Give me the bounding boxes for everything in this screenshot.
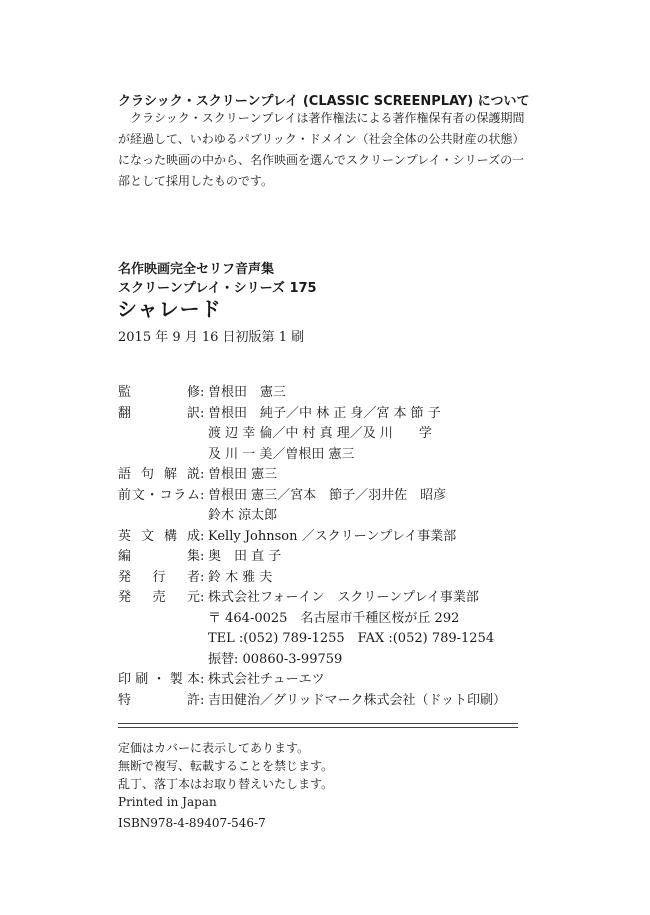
credit-row-continued bbox=[118, 609, 538, 630]
credit-row: 編 集 : 奥 田 直 子 bbox=[118, 547, 538, 568]
book-title: シャレード bbox=[117, 297, 222, 321]
credit-row-continued bbox=[118, 424, 538, 445]
credit-row: 発 行 者 : 鈴 木 雅 夫 bbox=[118, 568, 538, 589]
credit-value: 株式会社フォーイン スクリーンプレイ事業部 bbox=[208, 590, 479, 605]
credit-value: 曽根田 憲三 bbox=[208, 467, 278, 482]
credit-value: 曽根田 憲三 bbox=[208, 385, 287, 400]
credit-value: Kelly Johnson ／スクリーンプレイ事業部 bbox=[208, 528, 457, 544]
credit-value: 鈴木 涼太郎 bbox=[208, 508, 278, 523]
credit-row: 監 修 : 曽根田 憲三 bbox=[118, 383, 538, 404]
credit-label: 翻 訳 bbox=[118, 405, 200, 421]
credit-row-continued bbox=[118, 629, 538, 650]
series-name: スクリーンプレイ・シリーズ 175 bbox=[118, 281, 317, 296]
credit-value: 株式会社チューエツ bbox=[208, 672, 325, 687]
price-note: 定価はカバーに表示してあります。 bbox=[118, 741, 310, 755]
credit-row-continued bbox=[118, 506, 538, 527]
divider-rule bbox=[118, 727, 518, 728]
credit-row: 印刷・製本 : 株式会社チューエツ bbox=[118, 670, 538, 691]
postal-address: 〒 464-0025 名古屋市千種区桜が丘 292 bbox=[208, 610, 460, 626]
publication-date: 2015 年 9 月 16 日初版第 1 刷 bbox=[118, 330, 305, 345]
about-heading: クラシック・スクリーンプレイ (CLASSIC SCREENPLAY) について bbox=[118, 94, 530, 109]
credit-row: 前文・コラム : 曽根田 憲三／宮本 節子／羽井佐 昭彦 bbox=[118, 486, 538, 507]
phone-fax: TEL :(052) 789-1255 FAX :(052) 789-1254 bbox=[208, 631, 495, 646]
series-subtitle: 名作映画完全セリフ音声集 bbox=[118, 262, 275, 277]
credit-value: 吉田健治／グリッドマーク株式会社（ドット印刷） bbox=[208, 692, 506, 708]
credit-row: 語句解説 : 曽根田 憲三 bbox=[118, 465, 538, 486]
printed-in-japan: Printed in Japan bbox=[118, 795, 217, 809]
credit-label: 発 行 者 bbox=[118, 569, 200, 585]
credit-value: 奥 田 直 子 bbox=[208, 549, 282, 564]
credit-label: 前文・コラム bbox=[118, 487, 200, 503]
notes-block bbox=[118, 739, 333, 811]
credit-row-continued bbox=[118, 650, 538, 671]
credit-label: 発 売 元 bbox=[118, 590, 200, 605]
credit-label: 英文構成 bbox=[118, 528, 200, 544]
credit-row: 発 売 元 : 株式会社フォーイン スクリーンプレイ事業部 bbox=[118, 588, 538, 609]
credit-label: 印刷・製本 bbox=[118, 672, 200, 687]
transfer-account: 振替: 00860-3-99759 bbox=[208, 651, 343, 667]
credit-value: 及 川 一 美／曽根田 憲三 bbox=[208, 446, 355, 462]
copy-prohibition-note: 無断で複写、転載することを禁じます。 bbox=[118, 759, 334, 773]
credit-value: 曽根田 純子／中 林 正 身／宮 本 節 子 bbox=[208, 405, 441, 421]
credit-value: 渡 辺 幸 倫／中 村 真 理／及 川 学 bbox=[208, 426, 432, 441]
credit-row-continued bbox=[118, 445, 538, 466]
credit-value: 鈴 木 雅 夫 bbox=[208, 569, 273, 585]
credit-label: 語句解説 bbox=[118, 467, 200, 482]
credit-row: 英文構成 : Kelly Johnson ／スクリーンプレイ事業部 bbox=[118, 527, 538, 548]
credit-row: 特 許 : 吉田健治／グリッドマーク株式会社（ドット印刷） bbox=[118, 691, 538, 712]
credit-value: 曽根田 憲三／宮本 節子／羽井佐 昭彦 bbox=[208, 487, 447, 503]
isbn: ISBN978-4-89407-546-7 bbox=[118, 816, 266, 830]
divider-rule bbox=[118, 723, 518, 724]
credit-label: 監 修 bbox=[118, 385, 200, 400]
about-paragraph: クラシック・スクリーンプレイは著作権法による著作権保有者の保護期間が経過して、いわゆるパブリック・ドメイン（社会全体の公共財産の状態）になった映画の中から、名作映画を選んでスクリーンプレイ・シリーズの一部として採用したものです。 bbox=[118, 111, 525, 188]
credits-block bbox=[118, 383, 538, 711]
credit-row: 翻 訳 : 曽根田 純子／中 林 正 身／宮 本 節 子 bbox=[118, 404, 538, 425]
credit-label: 編 集 bbox=[118, 549, 200, 564]
credit-label: 特 許 bbox=[118, 692, 200, 708]
replacement-note: 乱丁、落丁本はお取り替えいたします。 bbox=[118, 777, 334, 791]
